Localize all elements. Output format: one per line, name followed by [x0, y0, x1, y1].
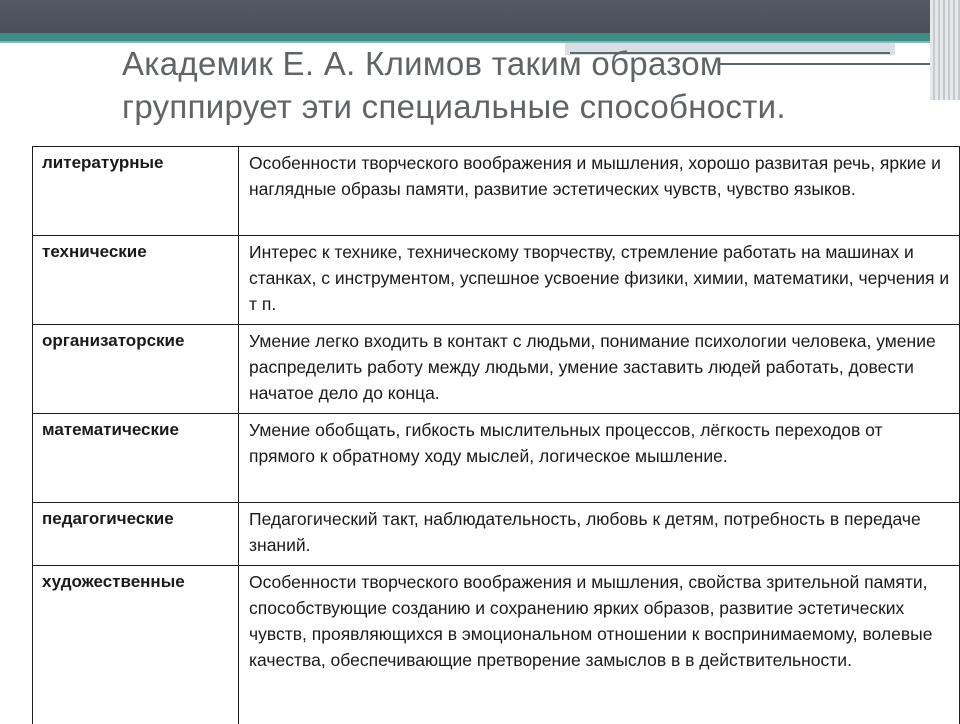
ability-name: литературные [33, 147, 239, 236]
table-row [33, 236, 960, 325]
header-band [0, 0, 960, 33]
slide-title [122, 42, 902, 128]
ability-description: Педагогический такт, наблюдательность, любовь к детям, потребность в передаче знаний. [239, 503, 960, 566]
ability-description: Особенности творческого воображения и мышления, хорошо развитая речь, яркие и наглядные образы памяти, развитие эстетических чувств, чувство языков. [239, 147, 960, 236]
ability-description: Умение обобщать, гибкость мыслительных процессов, лёгкость переходов от прямого к обратному ходу мыслей, логическое мышление. [239, 414, 960, 503]
slide-title-line-1: Академик Е. А. Климов таким образом [122, 42, 902, 85]
table-row [33, 325, 960, 414]
ability-name: организаторские [33, 325, 239, 414]
ability-description: Особенности творческого воображения и мышления, свойства зрительной памяти, способствующие созданию и сохранению ярких образов, развитие эстетических чувств, проявляющихся в эмоциональном отношении к воспринимаемому, волевые качества, обеспечивающие претворение замыслов в в действительности. [239, 566, 960, 724]
ability-name: математические [33, 414, 239, 503]
table-row [33, 566, 960, 724]
table-row [33, 503, 960, 566]
table-row [33, 414, 960, 503]
ability-description: Интерес к технике, техническому творчеству, стремление работать на машинах и станках, с инструментом, успешное усвоение физики, химии, математики, черчения и т п. [239, 236, 960, 325]
abilities-table-wrap [32, 146, 960, 720]
ability-description: Умение легко входить в контакт с людьми, понимание психологии человека, умение распределить работу между людьми, умение заставить людей работать, довести начатое дело до конца. [239, 325, 960, 414]
ability-name: технические [33, 236, 239, 325]
table-row [33, 147, 960, 236]
ability-name: художественные [33, 566, 239, 724]
accent-band [0, 33, 960, 41]
slide-title-line-2: группирует эти специальные способности. [122, 85, 902, 128]
ability-name: педагогические [33, 503, 239, 566]
abilities-table [32, 146, 960, 724]
decor-stripes [930, 0, 960, 100]
